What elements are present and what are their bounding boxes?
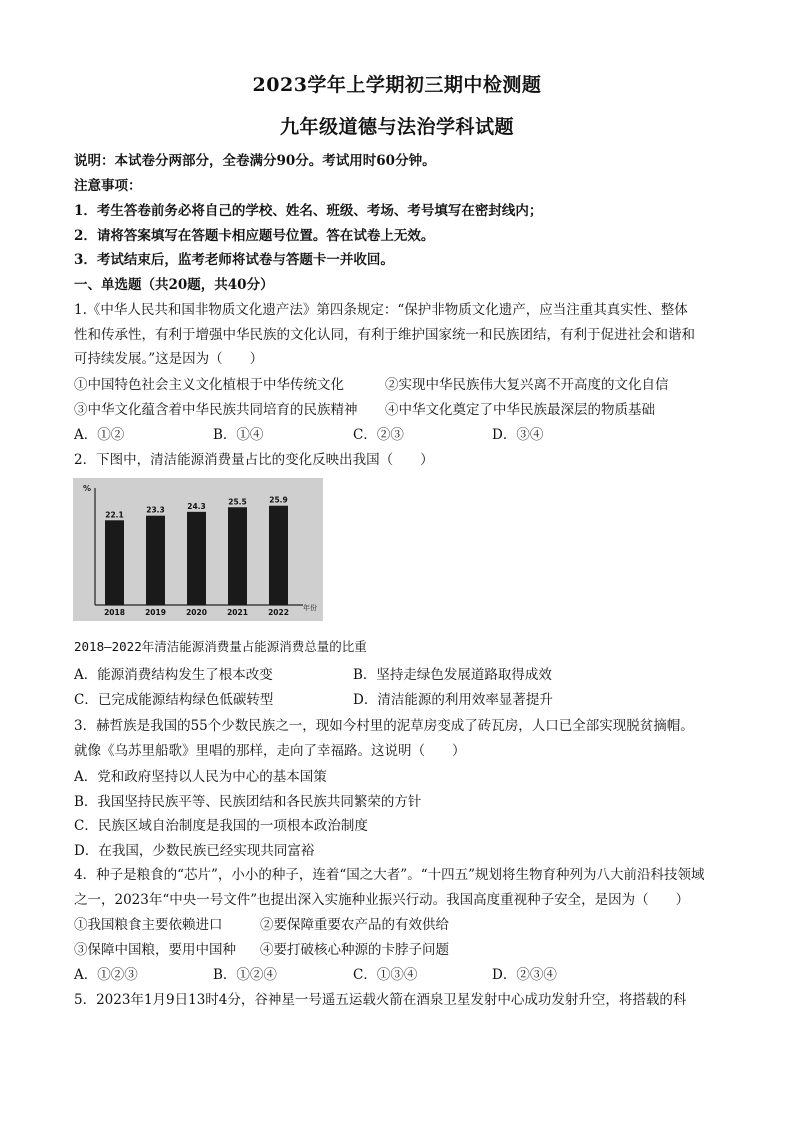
question-4-statement: ①我国粮食主要依赖进口 xyxy=(74,917,223,933)
question-1-statement: ④中华文化奠定了中华民族最深层的物质基础 xyxy=(385,402,655,418)
question-3-option-b: B．我国坚持民族平等、民族团结和各民族共同繁荣的方针 xyxy=(74,794,422,810)
notice-item: 1．考生答卷前务必将自己的学校、姓名、班级、考场、考号填写在密封线内； xyxy=(74,203,543,219)
question-2-option-b: B．坚持走绿色发展道路取得成效 xyxy=(353,667,552,683)
question-2-option-d: D．清洁能源的利用效率显著提升 xyxy=(353,692,553,708)
bar-2022 xyxy=(269,506,288,605)
question-4-option-a: A．①②③ xyxy=(74,967,138,983)
x-tick-2022: 2022 xyxy=(268,608,289,617)
question-4-statement: ④要打破核心种源的卡脖子问题 xyxy=(260,942,449,958)
question-1-option-d: D．③④ xyxy=(492,427,544,443)
notice-item: 2．请将答案填写在答题卡相应题号位置。答在试卷上无效。 xyxy=(74,228,435,244)
question-1-stem: 性和传承性，有利于增强中华民族的文化认同，有利于维护国家统一和民族团结，有利于促进社会和谐和 xyxy=(74,327,695,343)
question-1-statement: ③中华文化蕴含着中华民族共同培育的民族精神 xyxy=(74,402,358,418)
bar-chart xyxy=(73,478,323,621)
question-2-stem: 2．下图中，清洁能源消费量占比的变化反映出我国（ ） xyxy=(74,452,434,468)
question-3-stem: 就像《乌苏里船歌》里唱的那样，走向了幸福路。这说明（ ） xyxy=(74,743,466,759)
question-1-statement: ①中国特色社会主义文化植根于中华传统文化 xyxy=(74,377,344,393)
exam-title: 2023学年上学期初三期中检测题 xyxy=(252,74,542,96)
question-3-option-d: D．在我国，少数民族已经实现共同富裕 xyxy=(74,843,315,859)
question-3-option-a: A．党和政府坚持以人民为中心的基本国策 xyxy=(74,769,327,785)
exam-subtitle: 九年级道德与法治学科试题 xyxy=(279,116,514,138)
bar-2020 xyxy=(187,512,206,605)
question-1-stem: 1.《中华人民共和国非物质文化遗产法》第四条规定：“保护非物质文化遗产，应当注重其真实性、整体 xyxy=(74,302,688,318)
x-tick-2020: 2020 xyxy=(186,608,207,617)
bar-2021 xyxy=(228,507,247,605)
question-1-option-c: C．②③ xyxy=(353,427,404,443)
exam-note: 说明：本试卷分两部分，全卷满分90分。考试用时60分钟。 xyxy=(74,153,436,169)
question-1-stem: 可持续发展。”这是因为（ ） xyxy=(74,351,264,367)
question-1-statement: ②实现中华民族伟大复兴离不开高度的文化自信 xyxy=(385,377,669,393)
data-label-2022: 25.9 xyxy=(269,495,288,505)
question-5-stem: 5．2023年1月9日13时4分，谷神星一号遥五运载火箭在酒泉卫星发射中心成功发射升空，将搭载的科 xyxy=(74,992,687,1008)
question-4-stem: 4．种子是粮食的“芯片”，小小的种子，连着“国之大者”。“十四五”规划将生物育种列为八大前沿科技领域 xyxy=(74,867,705,883)
x-tick-2018: 2018 xyxy=(104,608,125,617)
question-3-stem: 3．赫哲族是我国的55个少数民族之一，现如今村里的泥草房变成了砖瓦房，人口已全部实现脱贫摘帽。 xyxy=(74,718,694,734)
question-4-statement: ③保障中国粮，要用中国种 xyxy=(74,942,236,958)
data-label-2020: 24.3 xyxy=(187,501,206,511)
x-tick-2021: 2021 xyxy=(227,608,248,617)
data-label-2021: 25.5 xyxy=(228,497,247,507)
question-4-statement: ②要保障重要农产品的有效供给 xyxy=(260,917,449,933)
question-1-option-b: B．①④ xyxy=(213,427,264,443)
question-2-option-a: A．能源消费结构发生了根本改变 xyxy=(74,667,273,683)
question-2-option-c: C．已完成能源结构绿色低碳转型 xyxy=(74,692,274,708)
x-axis-unit: 年份 xyxy=(303,604,317,612)
clean-energy-chart xyxy=(73,478,323,621)
question-4-option-b: B．①②④ xyxy=(213,967,277,983)
question-4-stem: 之一，2023年“中央一号文件”也提出深入实施种业振兴行动。我国高度重视种子安全，是因为（ ） xyxy=(74,892,690,908)
bar-2018 xyxy=(105,520,124,605)
question-3-option-c: C．民族区域自治制度是我国的一项根本政治制度 xyxy=(74,818,368,834)
y-axis-unit: % xyxy=(83,484,92,493)
data-label-2019: 23.3 xyxy=(146,505,165,515)
bar-2019 xyxy=(146,516,165,605)
data-label-2018: 22.1 xyxy=(105,510,124,520)
notice-item: 3．考试结束后，监考老师将试卷与答题卡一并收回。 xyxy=(74,252,394,268)
question-1-option-a: A．①② xyxy=(74,427,125,443)
x-tick-2019: 2019 xyxy=(145,608,166,617)
question-4-option-c: C．①③④ xyxy=(353,967,418,983)
question-4-option-d: D．②③④ xyxy=(492,967,557,983)
section-heading: 一、单选题（共20题，共40分） xyxy=(74,277,274,293)
chart-caption: 2018—2022年清洁能源消费量占能源消费总量的比重 xyxy=(74,639,367,654)
notice-heading: 注意事项： xyxy=(74,178,142,194)
